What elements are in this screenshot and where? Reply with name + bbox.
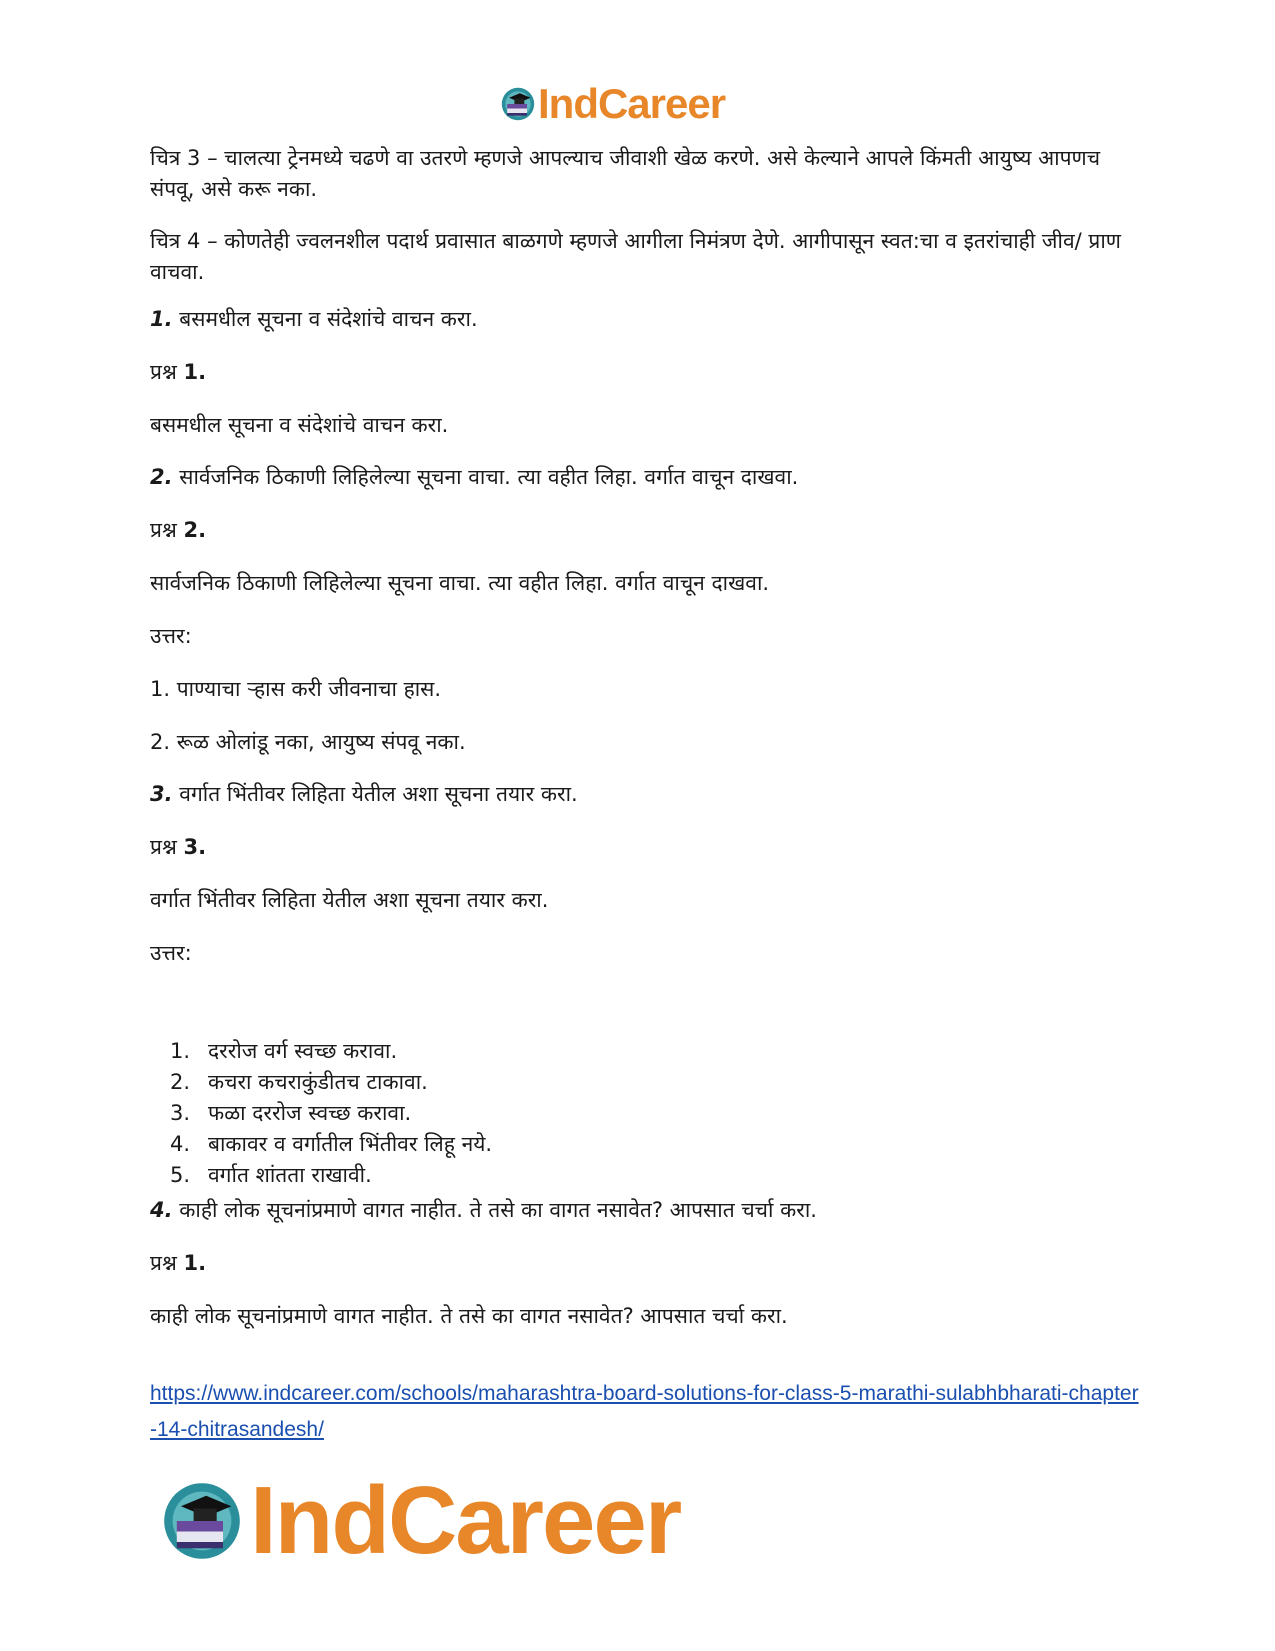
- answer-line-1: 1. पाण्याचा ऱ्हास करी जीवनाचा हास.: [150, 677, 442, 701]
- exercise-heading-2: [150, 462, 1140, 493]
- brand-logo-bottom: [160, 1466, 680, 1576]
- paragraph-chitra-4: चित्र 4 – कोणतेही ज्वलनशील पदार्थ प्रवासात बाळगणे म्हणजे आगीला निमंत्रण देणे. आगीपासून स्वत:चा व इतरांचाही जीव/ प्राण वाचवा.: [150, 229, 1121, 284]
- question-label-4: [150, 1248, 1140, 1279]
- list-item: [150, 1067, 492, 1098]
- exercise-number: 3.: [150, 782, 173, 806]
- exercise-text: काही लोक सूचनांप्रमाणे वागत नाहीत. ते तसे का वागत नसावेत? आपसात चर्चा करा.: [172, 1198, 817, 1222]
- list-item-text: फळा दररोज स्वच्छ करावा.: [208, 1101, 412, 1125]
- exercise-number: 1.: [150, 307, 173, 331]
- list-item-number: 2.: [169, 1070, 190, 1094]
- paragraph-chitra-3: चित्र 3 – चालत्या ट्रेनमध्ये चढणे वा उतरणे म्हणजे आपल्याच जीवाशी खेळ करणे. असे केल्याने आपले किंमती आयुष्य आपणच संपवू, असे करू नका.: [150, 146, 1101, 201]
- list-item-text: बाकावर व वर्गातील भिंतीवर लिहू नये.: [208, 1132, 493, 1156]
- exercise-text: सार्वजनिक ठिकाणी लिहिलेल्या सूचना वाचा. त्या वहीत लिहा. वर्गात वाचून दाखवा.: [172, 465, 799, 489]
- question-text-2: सार्वजनिक ठिकाणी लिहिलेल्या सूचना वाचा. त्या वहीत लिहा. वर्गात वाचून दाखवा.: [150, 571, 770, 595]
- question-word: प्रश्न: [150, 518, 184, 542]
- exercise-text: वर्गात भिंतीवर लिहिता येतील अशा सूचना तयार करा.: [172, 782, 578, 806]
- exercise-number: 4.: [150, 1198, 173, 1222]
- exercise-heading-1: [150, 304, 1140, 335]
- graduation-book-icon: [160, 1479, 244, 1563]
- graduation-book-icon: [500, 86, 536, 122]
- answer-label-2: उत्तर:: [150, 941, 192, 965]
- answer-line-2: 2. रूळ ओलांडू नका, आयुष्य संपवू नका.: [150, 730, 466, 754]
- question-label-2: [150, 515, 1140, 546]
- list-item: [150, 1160, 492, 1191]
- list-item-text: दररोज वर्ग स्वच्छ करावा.: [208, 1039, 398, 1063]
- brand-logo-text: IndCareer: [538, 80, 726, 127]
- exercise-heading-3: [150, 779, 1140, 810]
- question-text-1: बसमधील सूचना व संदेशांचे वाचन करा.: [150, 413, 449, 437]
- question-label-1: [150, 357, 1140, 388]
- brand-logo-text: IndCareer: [250, 1467, 681, 1574]
- exercise-number: 2.: [150, 465, 173, 489]
- question-number: 3.: [183, 835, 207, 859]
- question-text-4: काही लोक सूचनांप्रमाणे वागत नाहीत. ते तसे का वागत नसावेत? आपसात चर्चा करा.: [150, 1304, 788, 1328]
- question-text-3: वर्गात भिंतीवर लिहिता येतील अशा सूचना तयार करा.: [150, 888, 549, 912]
- question-number: 1.: [183, 1251, 207, 1275]
- question-word: प्रश्न: [150, 835, 184, 859]
- question-word: प्रश्न: [150, 1251, 184, 1275]
- exercise-heading-4: [150, 1195, 1140, 1226]
- list-item-number: 1.: [169, 1039, 190, 1063]
- list-item: [150, 1098, 492, 1129]
- answer-list: [150, 1036, 492, 1191]
- question-number: 1.: [183, 360, 207, 384]
- list-item-number: 5.: [169, 1163, 190, 1187]
- list-item: [150, 1129, 492, 1160]
- brand-logo-top: [500, 80, 725, 128]
- source-link[interactable]: https://www.indcareer.com/schools/maharashtra-board-solutions-for-class-5-marathi-sulabhbharati-chapter-14-chitrasandesh/: [150, 1382, 1139, 1441]
- exercise-text: बसमधील सूचना व संदेशांचे वाचन करा.: [172, 307, 478, 331]
- question-number: 2.: [183, 518, 207, 542]
- list-item-text: वर्गात शांतता राखावी.: [208, 1163, 372, 1187]
- list-item-text: कचरा कचराकुंडीतच टाकावा.: [208, 1070, 428, 1094]
- question-word: प्रश्न: [150, 360, 184, 384]
- list-item-number: 3.: [169, 1101, 190, 1125]
- answer-label-1: उत्तर:: [150, 624, 192, 648]
- question-label-3: [150, 832, 1140, 863]
- list-item: [150, 1036, 492, 1067]
- list-item-number: 4.: [169, 1132, 190, 1156]
